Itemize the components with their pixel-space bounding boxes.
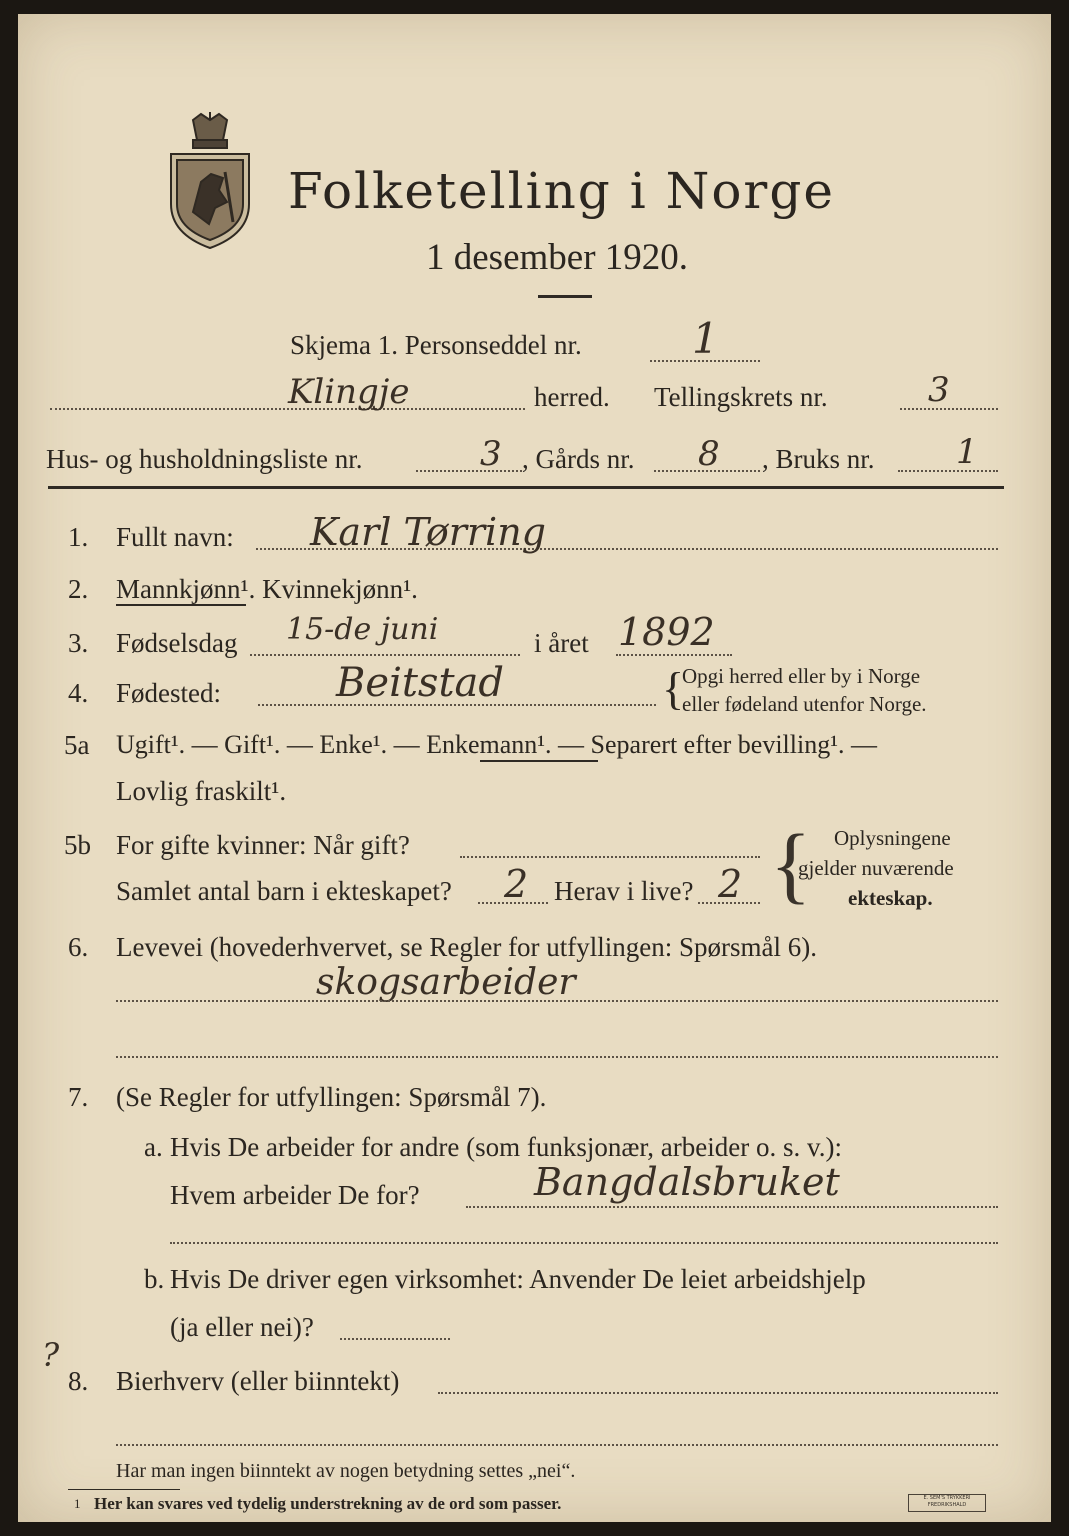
birthplace-value[interactable]: Beitstad <box>336 660 504 706</box>
hus-field-line <box>416 470 522 472</box>
q5b-number: 5b <box>64 830 91 860</box>
q3-number: 3. <box>68 628 89 658</box>
q7-label: (Se Regler for utfyllingen: Spørsmål 7). <box>116 1082 547 1112</box>
form-date: 1 desember 1920. <box>426 237 689 278</box>
q7a-line1: Hvis De arbeider for andre (som funksjonær, arbeider o. s. v.): <box>170 1132 842 1162</box>
gards-label: , Gårds nr. <box>522 444 635 474</box>
enkemann-underline <box>480 760 598 762</box>
q5b-note-line2: gjelder nuværende <box>798 856 954 880</box>
q3-year-field-line <box>616 654 732 656</box>
q7b-line1: Hvis De driver egen virksomhet: Anvender De leiet arbeidshjelp <box>170 1264 866 1294</box>
birth-year-value[interactable]: 1892 <box>618 610 715 654</box>
footnote-rule <box>68 1489 180 1490</box>
q5a-number: 5a <box>64 730 90 760</box>
q3-year-label: i året <box>534 628 589 658</box>
employer-value[interactable]: Bangdalsbruket <box>534 1160 840 1204</box>
personseddel-value[interactable]: 1 <box>692 314 719 363</box>
q6-field-line2 <box>116 1056 998 1058</box>
q1-number: 1. <box>68 522 89 552</box>
q1-label: Fullt navn: <box>116 522 234 552</box>
q6-label: Levevei (hovederhvervet, se Regler for utfyllingen: Spørsmål 6). <box>116 932 818 962</box>
bruks-field-line <box>898 470 998 472</box>
q5b-note-line1: Oplysningene <box>834 826 951 850</box>
q5b-label1: For gifte kvinner: Når gift? <box>116 830 410 860</box>
printer-stamp: E. SEM'S TRYKKERI FREDRIKSHALD <box>908 1494 986 1512</box>
margin-question-mark: ? <box>42 1336 60 1374</box>
q5b-naar-field-line <box>460 856 760 858</box>
q7b-line2: (ja eller nei)? <box>170 1312 314 1342</box>
q6-number: 6. <box>68 932 89 962</box>
q8-number: 8. <box>68 1366 89 1396</box>
q3-day-field-line <box>250 654 520 656</box>
census-form <box>18 14 1051 1522</box>
footnote-text: Her kan svares ved tydelig understrekning av de ord som passer. <box>94 1494 562 1513</box>
q6-field-line1 <box>116 1000 998 1002</box>
birth-day-value[interactable]: 15-de juni <box>286 612 439 647</box>
q3-label: Fødselsdag <box>116 628 238 658</box>
full-name-value[interactable]: Karl Tørring <box>310 510 546 554</box>
q4-brace: { <box>662 663 685 714</box>
q5a-line2: Lovlig fraskilt¹. <box>116 776 287 806</box>
q8-field-line1 <box>438 1392 998 1394</box>
q7a-field-line <box>466 1206 998 1208</box>
children-alive-value[interactable]: 2 <box>718 862 743 906</box>
q7a-line2: Hvem arbeider De for? <box>170 1180 420 1210</box>
q8-label: Bierhverv (eller biinntekt) <box>116 1366 400 1396</box>
q7a-field-line2 <box>170 1242 998 1244</box>
q2-number: 2. <box>68 574 89 604</box>
tellingskrets-label: Tellingskrets nr. <box>654 382 828 412</box>
herred-label: herred. <box>534 382 610 412</box>
q5b-note-line3: ekteskap. <box>848 886 933 910</box>
q5a-line1: Ugift¹. — Gift¹. — Enke¹. — Enkemann¹. — Separert efter bevilling¹. — <box>116 730 878 759</box>
q4-label: Fødested: <box>116 678 221 708</box>
occupation-value[interactable]: skogsarbeider <box>316 962 576 1003</box>
q5b-live-label: Herav i live? <box>554 876 694 906</box>
q4-note-line1: Opgi herred eller by i Norge <box>682 664 921 688</box>
q5b-label2: Samlet antal barn i ekteskapet? <box>116 876 452 906</box>
tellingskrets-value[interactable]: 3 <box>928 370 950 410</box>
q7b-letter: b. <box>144 1264 165 1294</box>
hus-label: Hus- og husholdningsliste nr. <box>46 444 363 474</box>
title-divider <box>538 295 592 298</box>
bruks-label: , Bruks nr. <box>762 444 875 474</box>
hus-value[interactable]: 3 <box>480 434 502 474</box>
bruks-value[interactable]: 1 <box>956 432 978 472</box>
coat-of-arms-icon <box>163 112 257 250</box>
children-count-value[interactable]: 2 <box>504 862 529 906</box>
q4-note-line2: eller fødeland utenfor Norge. <box>682 692 927 716</box>
q4-number: 4. <box>68 678 89 708</box>
q7b-field-line <box>340 1338 450 1340</box>
mannkjonn-underline <box>116 604 246 606</box>
q8-field-line2 <box>116 1444 998 1446</box>
q7-number: 7. <box>68 1082 89 1112</box>
herred-value[interactable]: Klingje <box>288 372 410 412</box>
q5b-brace: { <box>770 816 812 912</box>
q2-label: Mannkjønn¹. Kvinnekjønn¹. <box>116 574 418 604</box>
form-title: Folketelling i Norge <box>288 162 835 220</box>
gards-value[interactable]: 8 <box>698 434 720 474</box>
header-rule <box>48 486 1004 489</box>
q7a-letter: a. <box>144 1132 163 1162</box>
footer-note: Har man ingen biinntekt av nogen betydning settes „nei“. <box>116 1460 576 1482</box>
skjema-label: Skjema 1. Personseddel nr. <box>290 330 582 360</box>
footnote-number: 1 <box>74 1496 81 1511</box>
